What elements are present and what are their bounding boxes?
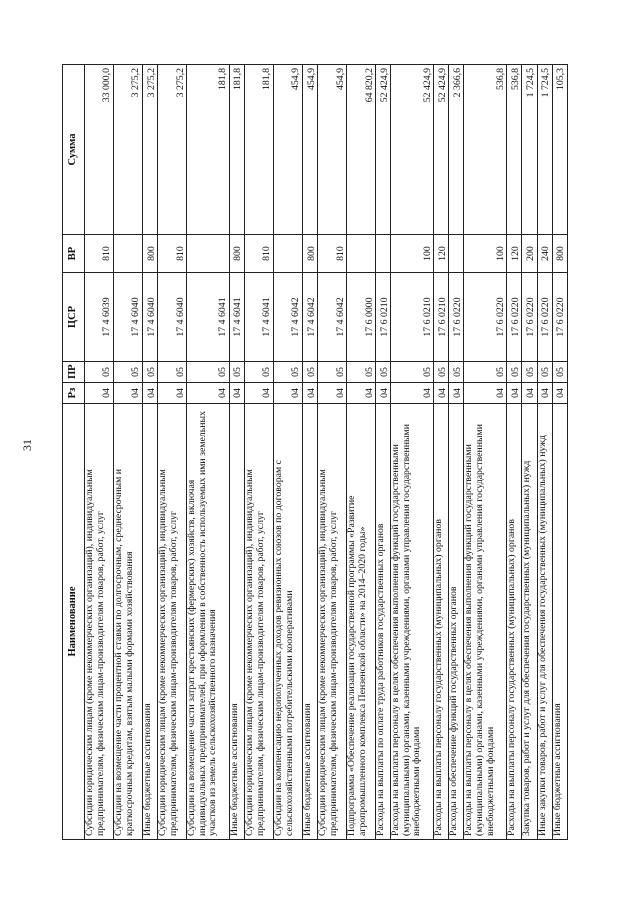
row-pr: 05 <box>537 362 552 383</box>
row-pr: 05 <box>376 362 391 383</box>
row-sum: 64 820,2 <box>347 65 376 235</box>
row-pr: 05 <box>449 362 464 383</box>
row-rz: 04 <box>464 383 507 404</box>
table-row <box>187 65 230 840</box>
header-csr: ЦСР <box>63 273 85 362</box>
table-row <box>434 65 449 840</box>
row-vr <box>113 235 142 273</box>
row-csr: 17 6 0210 <box>434 273 449 362</box>
table-row <box>229 65 244 840</box>
table-row <box>158 65 187 840</box>
row-csr: 17 4 6040 <box>158 273 187 362</box>
row-csr: 17 4 6041 <box>245 273 274 362</box>
table-body <box>85 65 568 840</box>
row-sum: 52 424,9 <box>391 65 434 235</box>
row-name: Субсидии юридическим лицам (кроме некоммерческих организаций), индивидуальным предпринимателям, физическим лицам-производителям товаров, работ, услуг <box>318 404 347 840</box>
row-csr: 17 6 0210 <box>391 273 434 362</box>
row-rz: 04 <box>245 383 274 404</box>
row-csr: 17 6 0220 <box>552 273 567 362</box>
table-row <box>245 65 274 840</box>
row-rz: 04 <box>85 383 114 404</box>
row-name: Подпрограмма «Обеспечение реализации государственной программы «Развитие агропромышленного комплекса Пензенской области» на 2014–2020 годы» <box>347 404 376 840</box>
row-sum: 454,9 <box>318 65 347 235</box>
row-sum: 181,8 <box>245 65 274 235</box>
row-rz: 04 <box>318 383 347 404</box>
header-row <box>63 65 85 840</box>
row-vr: 240 <box>537 235 552 273</box>
row-pr: 05 <box>229 362 244 383</box>
row-name: Иные бюджетные ассигнования <box>142 404 157 840</box>
row-csr: 17 4 6040 <box>142 273 157 362</box>
row-name: Субсидии юридическим лицам (кроме некоммерческих организаций), индивидуальным предпринимателям, физическим лицам-производителям товаров, работ, услуг <box>158 404 187 840</box>
row-csr: 17 4 6042 <box>274 273 303 362</box>
row-sum: 1 724,5 <box>537 65 552 235</box>
row-csr: 17 4 6042 <box>318 273 347 362</box>
row-vr: 100 <box>391 235 434 273</box>
row-csr: 17 6 0220 <box>522 273 537 362</box>
row-vr: 810 <box>318 235 347 273</box>
row-pr: 05 <box>464 362 507 383</box>
row-csr: 17 6 0220 <box>507 273 522 362</box>
row-pr: 05 <box>347 362 376 383</box>
row-name: Иные закупки товаров, работ и услуг для обеспечения государственных (муниципальных) нужд <box>537 404 552 840</box>
row-rz: 04 <box>274 383 303 404</box>
row-sum: 536,8 <box>507 65 522 235</box>
table-row <box>522 65 537 840</box>
row-name: Субсидии на возмещение части затрат крестьянских (фермерских) хозяйств, включая индивидуальных предпринимателей, при оформлении в собственность используемых ими земельных участков из земель сельскохозяйственного назначения <box>187 404 230 840</box>
row-vr: 100 <box>464 235 507 273</box>
row-sum: 52 424,9 <box>376 65 391 235</box>
row-pr: 05 <box>158 362 187 383</box>
row-vr: 810 <box>245 235 274 273</box>
row-sum: 3 275,2 <box>113 65 142 235</box>
row-rz: 04 <box>507 383 522 404</box>
row-vr: 800 <box>229 235 244 273</box>
row-vr: 800 <box>303 235 318 273</box>
row-rz: 04 <box>187 383 230 404</box>
row-pr: 05 <box>113 362 142 383</box>
row-name: Расходы на обеспечение функций государственных органов <box>449 404 464 840</box>
row-name: Расходы на выплаты персоналу государственных (муниципальных) органов <box>507 404 522 840</box>
row-pr: 05 <box>318 362 347 383</box>
row-vr <box>376 235 391 273</box>
row-vr: 120 <box>434 235 449 273</box>
row-rz: 04 <box>391 383 434 404</box>
row-pr: 05 <box>187 362 230 383</box>
row-name: Расходы на выплаты по оплате труда работников государственных органов <box>376 404 391 840</box>
row-rz: 04 <box>142 383 157 404</box>
row-sum: 33 000,0 <box>85 65 114 235</box>
row-name: Субсидии на компенсацию недополученных доходов ревизионных союзов по договорам с сельскохозяйственными потребительскими кооперативами <box>274 404 303 840</box>
table-row <box>113 65 142 840</box>
row-sum: 454,9 <box>274 65 303 235</box>
table-row <box>303 65 318 840</box>
table-row <box>391 65 434 840</box>
row-vr: 810 <box>158 235 187 273</box>
row-csr: 17 4 6041 <box>229 273 244 362</box>
row-csr: 17 6 0220 <box>464 273 507 362</box>
row-pr: 05 <box>274 362 303 383</box>
table-row <box>537 65 552 840</box>
row-csr: 17 4 6039 <box>85 273 114 362</box>
row-sum: 454,9 <box>303 65 318 235</box>
row-pr: 05 <box>552 362 567 383</box>
row-name: Расходы на выплаты персоналу в целях обеспечения выполнения функций государственными (муниципальными) органами, казенными учреждениями, органами управления государственными внебюджетными фондами <box>391 404 434 840</box>
row-pr: 05 <box>142 362 157 383</box>
row-sum: 3 275,2 <box>142 65 157 235</box>
row-rz: 04 <box>449 383 464 404</box>
row-vr: 800 <box>552 235 567 273</box>
row-sum: 52 424,9 <box>434 65 449 235</box>
page-number: 31 <box>20 439 34 451</box>
row-name: Иные бюджетные ассигнования <box>229 404 244 840</box>
row-pr: 05 <box>507 362 522 383</box>
table-row <box>376 65 391 840</box>
row-sum: 181,8 <box>229 65 244 235</box>
row-sum: 2 366,6 <box>449 65 464 235</box>
row-csr: 17 4 6041 <box>187 273 230 362</box>
table-row <box>274 65 303 840</box>
row-vr: 800 <box>142 235 157 273</box>
row-pr: 05 <box>522 362 537 383</box>
row-pr: 05 <box>303 362 318 383</box>
table-row <box>142 65 157 840</box>
header-sum: Сумма <box>63 65 85 235</box>
table-row <box>507 65 522 840</box>
row-csr: 17 6 0000 <box>347 273 376 362</box>
row-vr <box>449 235 464 273</box>
row-rz: 04 <box>537 383 552 404</box>
row-rz: 04 <box>303 383 318 404</box>
row-sum: 1 724,5 <box>522 65 537 235</box>
table-row <box>347 65 376 840</box>
header-rz: Рз <box>63 383 85 404</box>
row-name: Субсидии юридическим лицам (кроме некоммерческих организаций), индивидуальным предпринимателям, физическим лицам-производителям товаров, работ, услуг <box>245 404 274 840</box>
row-vr: 200 <box>522 235 537 273</box>
header-vr: ВР <box>63 235 85 273</box>
header-pr: ПР <box>63 362 85 383</box>
row-rz: 04 <box>552 383 567 404</box>
header-name: Наименование <box>63 404 85 840</box>
row-vr: 810 <box>85 235 114 273</box>
row-name: Закупка товаров, работ и услуг для обеспечения государственных (муниципальных) нужд <box>522 404 537 840</box>
row-rz: 04 <box>113 383 142 404</box>
row-name: Иные бюджетные ассигнования <box>552 404 567 840</box>
row-sum: 536,8 <box>464 65 507 235</box>
row-rz: 04 <box>522 383 537 404</box>
table-row <box>318 65 347 840</box>
row-rz: 04 <box>229 383 244 404</box>
row-sum: 3 275,2 <box>158 65 187 235</box>
row-rz: 04 <box>434 383 449 404</box>
row-csr: 17 4 6042 <box>303 273 318 362</box>
row-sum: 181,8 <box>187 65 230 235</box>
row-csr: 17 6 0210 <box>376 273 391 362</box>
row-name: Субсидии юридическим лицам (кроме некоммерческих организаций), индивидуальным предпринимателям, физическим лицам-производителям товаров, работ, услуг <box>85 404 114 840</box>
row-rz: 04 <box>158 383 187 404</box>
row-name: Субсидии на возмещение части процентной ставки по долгосрочным, среднесрочным и краткосрочным кредитам, взятым малыми формами хозяйствования <box>113 404 142 840</box>
row-pr: 05 <box>245 362 274 383</box>
table-row <box>85 65 114 840</box>
budget-table <box>62 64 568 840</box>
row-csr: 17 6 0220 <box>449 273 464 362</box>
row-pr: 05 <box>434 362 449 383</box>
row-name: Расходы на выплаты персоналу в целях обеспечения выполнения функций государственными (муниципальными) органами, казенными учреждениями, органами управления государственными внебюджетными фондами <box>464 404 507 840</box>
row-name: Иные бюджетные ассигнования <box>303 404 318 840</box>
row-pr: 05 <box>85 362 114 383</box>
row-pr: 05 <box>391 362 434 383</box>
row-vr <box>347 235 376 273</box>
table-row <box>552 65 567 840</box>
row-vr <box>187 235 230 273</box>
row-vr <box>274 235 303 273</box>
row-name: Расходы на выплаты персоналу государственных (муниципальных) органов <box>434 404 449 840</box>
row-rz: 04 <box>376 383 391 404</box>
table-row <box>464 65 507 840</box>
row-csr: 17 6 0220 <box>537 273 552 362</box>
table-row <box>449 65 464 840</box>
row-csr: 17 4 6040 <box>113 273 142 362</box>
row-rz: 04 <box>347 383 376 404</box>
row-sum: 105,3 <box>552 65 567 235</box>
row-vr: 120 <box>507 235 522 273</box>
